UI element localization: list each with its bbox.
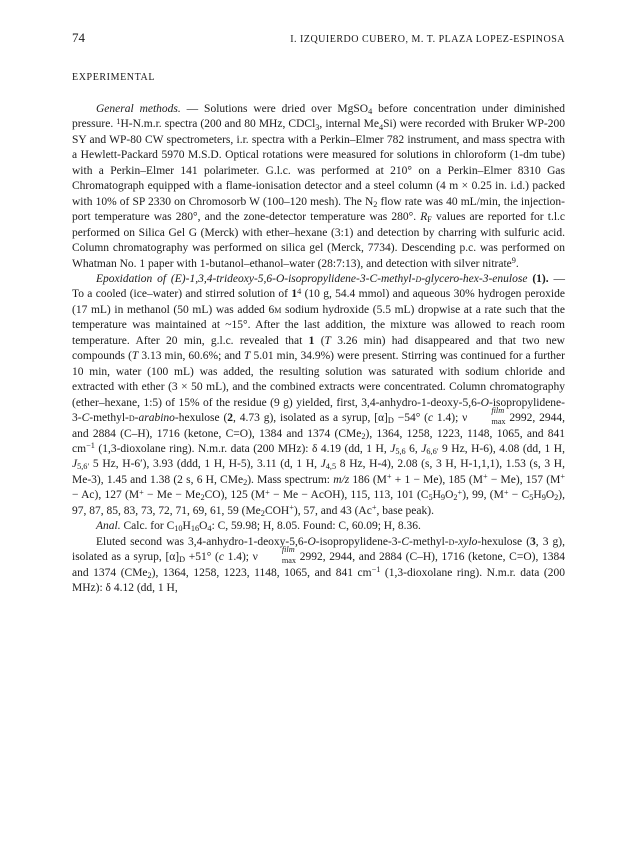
compound-label: (1). xyxy=(527,272,549,285)
epoxidation-heading: Epoxidation of (E)-1,3,4-trideoxy-5,6-O-isopropylidene-3-C-methyl-d-glycero-hex-3-enulose xyxy=(96,272,528,285)
epoxidation-paragraph: Epoxidation of (E)-1,3,4-trideoxy-5,6-O-isopropylidene-3-C-methyl-d-glycero-hex-3-enulose (1). — To a cooled (ice–water) and stirred solution of $1^4$ (10 g, 54.4 mmol) and aqueous 30% hydrogen peroxide (17 mL) in methanol (50 mL) was added 6m sodium hydroxide (5.5 mL) dropwise at a rate such that the temperature was maintained at ~15°. After the last addition, the mixture was allowed to reach room temperature. After 20 min, g.l.c. revealed that 1 (T 3.26 min) had disappeared and that two new compounds (T 3.13 min, 60.6%; and T 5.01 min, 34.9%) were present. Stirring was continued for a further 10 min, water (100 mL) was added, the resulting solution was saturated with sodium chloride and extracted with ether (3 × 50 mL), and the combined extracts were concentrated. Column chromatography (ether–hexane, 1:5) of 15% of the residue (9 g) yielded, first, 3,4-anhydro-1-deoxy-5,6-O-isopropylidene-3-C-methyl-d-arabino-hexulose (2, 4.73 g), isolated as a syrup, $[\alpha]_D -54^\circ$ (c 1.4); ν film $_{max}$ 2992, 2944, and 2884 (C–H), 1716 (ketone, C=O), 1384 and 1374 (CMe$_2$), 1364, 1258, 1223, 1148, 1065, and 841 $cm^{-1}$ (1,3-dioxolane ring). N.m.r. data (200 MHz): δ 4.19 (dd, 1 H, $J_{5,6}$ 6, $J_{6,6'}$ 9 Hz, H-6), 4.08 (dd, 1 H, $J_{5,6'}$ 5 Hz, H-6′), 3.93 (ddd, 1 H, H-5), 3.11 (d, 1 H, $J_{4,5}$ 8 Hz, H-4), 2.08 (s, 3 H, H-1,1,1), 1.53 (s, 3 H, Me-3), 1.45 and 1.38 (2 s, 6 H, CMe$_2$). Mass spectrum: m/z 186 (M+ + 1 − Me), 185 (M+ − Me), 157 (M+ − Ac), 127 $(M^+ - Me - Me_2CO)$, 125 (M+ − Me − AcOH), 115, 113, 101 $(C_5H_9O_2^+)$, 99, $(M^+ - C_5H_9O_2)$, 97, 87, 85, 83, 73, 72, 71, 69, 61, 59 $(Me_2COH^+)$, 57, and 43 (Ac+, base peak). xyxy=(72,272,566,518)
analysis-label: Anal. xyxy=(96,520,121,533)
reference-marker: 9 xyxy=(511,255,516,265)
body-text xyxy=(72,102,565,597)
analysis-paragraph: Anal. Calc. for $C_{10}H_{16}O_4$: C, 59.98; H, 8.05. Found: C, 60.09; H, 8.36. xyxy=(96,520,421,534)
section-heading: EXPERIMENTAL xyxy=(72,72,156,83)
general-methods-paragraph: General methods. — Solutions were dried over MgSO$_4$ before concentration under diminished pressure. $^1$H-N.m.r. spectra (200 and 80 MHz, CDCl$_3$, internal $Me_4Si$) were recorded with Bruker WP-200 SY and WP-80 CW spectrometers, i.r. spectra with a Perkin–Elmer 782 instrument, and mass spectra with a Hewlett-Packard 5970 M.S.D. Optical rotations were measured for solutions in chloroform (1-dm tube) with a Perkin–Elmer 141 polarimeter. G.l.c. was performed at 210° on a Perkin–Elmer 8310 Gas Chromatograph equipped with a flame-ionisation detector and a steel column (4 m × 0.25 in. i.d.) packed with 10% of SP 2330 on Chromosorb W (100–120 mesh). The $N_2$ flow rate was 40 mL/min, the injection-port temperature was 280°, and the zone-detector temperature was 280°. $R_F$ values are reported for t.l.c performed on Silica Gel G (Merck) with ether–hexane (3:1) and detection by charring with sulfuric acid. Column chromatography was performed on silica gel (Merck, 7734). Descending p.c. was performed on Whatman No. 1 paper with 1-butanol–ethanol–water (28:7:13), and detection with silver nitrate$^9$. xyxy=(72,103,566,270)
general-methods-heading: General methods. xyxy=(96,103,181,115)
page-header xyxy=(72,30,565,48)
running-head: I. IZQUIERDO CUBERO, M. T. PLAZA LOPEZ-ESPINOSA xyxy=(290,34,565,45)
second-compound-paragraph: Eluted second was 3,4-anhydro-1-deoxy-5,6-O-isopropylidene-3-C-methyl-d-xylo-hexulose (3, 3 g), isolated as a syrup, $[\alpha]_D +51^\circ$ (c 1.4); ν film $_{max}$ 2992, 2944, and 2884 (C–H), 1716 (ketone, C=O), 1384 and 1374 (CMe$_2$), 1364, 1258, 1223, 1148, 1065, and 841 $cm^{-1}$ (1,3-dioxolane ring). N.m.r. data (200 MHz): δ 4.12 (dd, 1 H, xyxy=(72,535,566,595)
page-number: 74 xyxy=(72,30,85,45)
